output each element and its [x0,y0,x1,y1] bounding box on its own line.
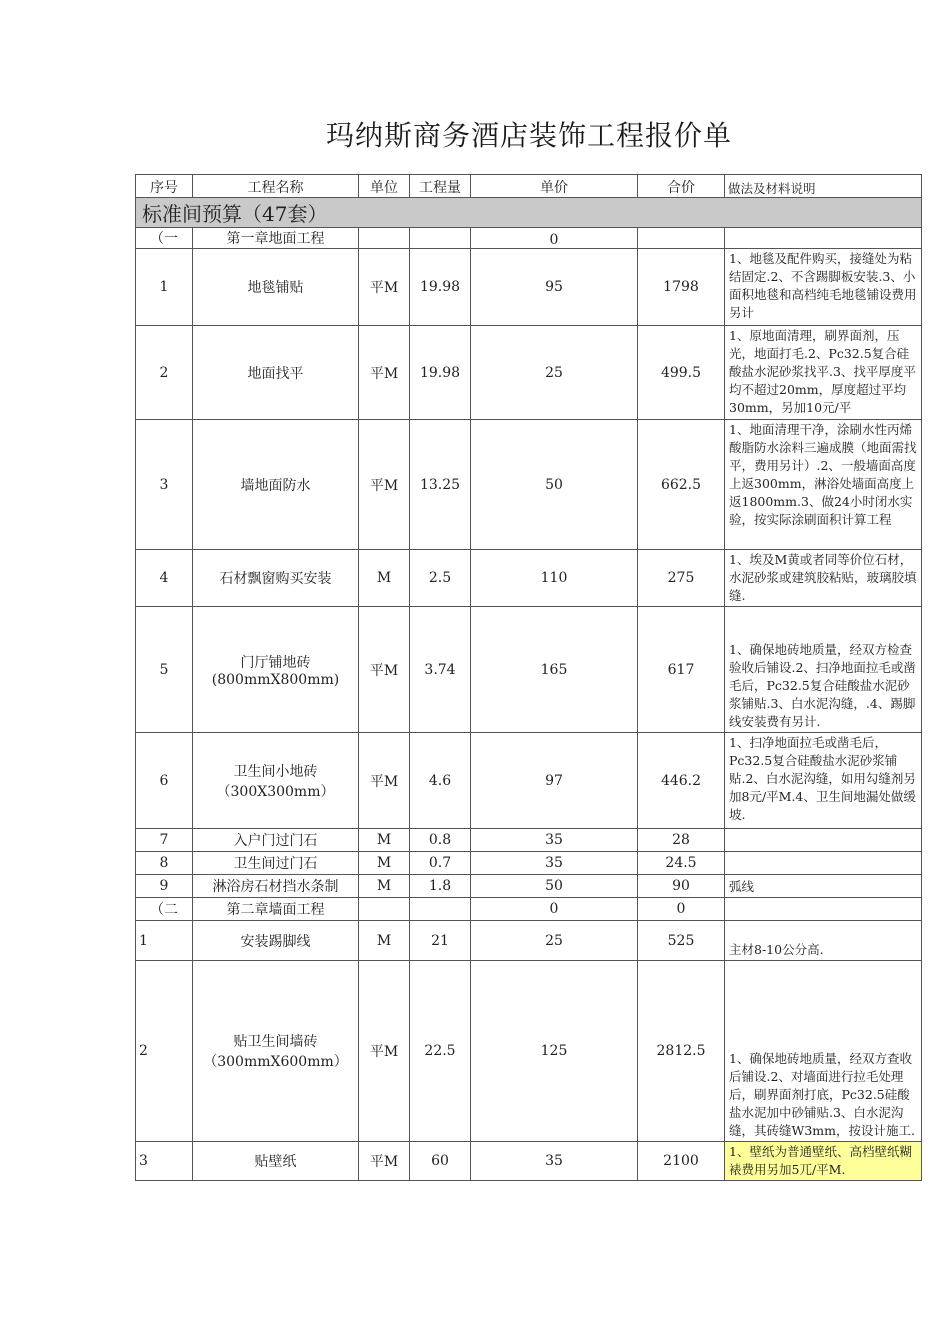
row-note: 1、确保地砖地质量，经双方检查验收后铺设.2、扫净地面拉毛或凿毛后，Pc32.5复合硅酸盐水泥砂浆铺贴.3、白水泥沟缝，.4、踢脚线安装费有另计. [725,607,922,733]
header-note: 做法及材料说明 [725,175,922,198]
row-unit: M [359,921,410,961]
row-price: 25 [471,326,638,420]
row-unit: M [359,852,410,875]
row-qty: 60 [410,1142,471,1181]
row-unit: 平M [359,961,410,1142]
row-qty: 13.25 [410,420,471,550]
row-name: 墙地面防水 [193,420,359,550]
row-no: 2 [136,326,193,420]
chapter-total [638,228,725,249]
row-no: 1 [136,249,193,326]
row-qty: 19.98 [410,249,471,326]
row-name: 入户门过门石 [193,829,359,852]
row-note: 1、扫净地面拉毛或凿毛后，Pc32.5复合硅酸盐水泥砂浆铺贴.2、白水泥沟缝，如用勾缝剂另加8元/平M.4、卫生间地漏处做缓坡. [725,733,922,829]
header-no: 序号 [136,175,193,198]
row-name-size: （300X300mm） [216,783,335,800]
row-price: 97 [471,733,638,829]
row-name [193,607,359,733]
row-price: 25 [471,921,638,961]
row-total: 525 [638,921,725,961]
row-qty: 1.8 [410,875,471,898]
row-price: 110 [471,550,638,607]
row-unit: 平M [359,733,410,829]
row-name [193,733,359,829]
row-total: 275 [638,550,725,607]
chapter-price: 0 [471,228,638,249]
row-price: 125 [471,961,638,1142]
table-row [136,921,922,961]
row-note: 弧线 [725,875,922,898]
row-no: 9 [136,875,193,898]
row-qty: 2.5 [410,550,471,607]
row-total: 24.5 [638,852,725,875]
row-qty: 19.98 [410,326,471,420]
table-row [136,607,922,733]
row-no: 3 [136,420,193,550]
row-no: 4 [136,550,193,607]
row-unit: M [359,829,410,852]
header-row [136,175,922,198]
row-name: 石材飘窗购买安装 [193,550,359,607]
row-qty: 0.8 [410,829,471,852]
row-note: 1、确保地砖地质量，经双方查收后铺设.2、对墙面进行拉毛处理后，刷界面剂打底，Pc32.5硅酸盐水泥加中砂铺贴.3、白水泥沟缝，其砖缝W3mm，按设计施工. [725,961,922,1142]
row-name: 地毯铺贴 [193,249,359,326]
table-row [136,733,922,829]
row-total: 2100 [638,1142,725,1181]
row-qty: 3.74 [410,607,471,733]
chapter-name: 第一章地面工程 [193,228,359,249]
row-price: 50 [471,875,638,898]
row-note: 主材8-10公分高. [725,921,922,961]
table-row [136,326,922,420]
row-name-main: 贴卫生间墙砖 [233,1034,318,1050]
row-total: 446.2 [638,733,725,829]
row-price: 95 [471,249,638,326]
section-band: 标准间预算（47套） [136,198,922,228]
chapter-row [136,228,922,249]
chapter-name: 第二章墙面工程 [193,898,359,921]
row-note: 1、地毯及配件购买，接缝处为粘结固定.2、不含踢脚板安装.3、小面积地毯和高档纯毛地毯铺设费用另计 [725,249,922,326]
row-name-size: (800mmX800mm) [211,671,340,688]
row-qty: 4.6 [410,733,471,829]
row-note [725,829,922,852]
row-note: 1、地面清理干净，涂刷水性丙烯酸脂防水涂料三遍成膜（地面需找平，费用另计）.2、一般墙面高度上返300mm，淋浴处墙面高度上返1800mm.3、做24小时闭水实验，按实际涂刷面积计算工程 [725,420,922,550]
header-total: 合价 [638,175,725,198]
row-qty: 0.7 [410,852,471,875]
row-price: 165 [471,607,638,733]
row-no: 3 [136,1142,193,1181]
row-name: 地面找平 [193,326,359,420]
table-row [136,550,922,607]
row-note-highlighted: 1、壁纸为普通壁纸、高档壁纸糊裱费用另加5兀/平M. [725,1142,922,1181]
row-no: 8 [136,852,193,875]
row-total: 90 [638,875,725,898]
row-name [193,961,359,1142]
row-total: 1798 [638,249,725,326]
row-note: 1、原地面清理，刷界面剂，压光，地面打毛.2、Pc32.5复合硅酸盐水泥砂浆找平.3、找平厚度平均不超过20mm，厚度超过平均30mm，另加10元/平 [725,326,922,420]
chapter-no: （二 [136,898,193,921]
table-row [136,875,922,898]
row-name: 淋浴房石材挡水条制 [193,875,359,898]
table-row [136,961,922,1142]
row-no: 6 [136,733,193,829]
row-qty: 21 [410,921,471,961]
row-unit: M [359,875,410,898]
row-total: 617 [638,607,725,733]
row-qty: 22.5 [410,961,471,1142]
row-no: 2 [136,961,193,1142]
quotation-table [135,174,922,1181]
header-price: 单价 [471,175,638,198]
document-title: 玛纳斯商务酒店装饰工程报价单 [325,119,732,152]
row-price: 35 [471,829,638,852]
row-total: 662.5 [638,420,725,550]
row-unit: 平M [359,326,410,420]
row-unit: 平M [359,249,410,326]
row-name: 安装踢脚线 [193,921,359,961]
table-row [136,420,922,550]
row-price: 35 [471,852,638,875]
row-name: 卫生间过门石 [193,852,359,875]
row-no: 1 [136,921,193,961]
table-row [136,1142,922,1181]
header-unit: 单位 [359,175,410,198]
row-total: 2812.5 [638,961,725,1142]
row-unit: 平M [359,1142,410,1181]
row-name-main: 卫生间小地砖 [233,763,318,780]
table-row [136,249,922,326]
row-note: 1、埃及M黄或者同等价位石材，水泥砂浆或建筑胶粘贴，玻璃胶填缝. [725,550,922,607]
row-name-size: （300mmX600mm） [203,1054,348,1070]
row-unit: M [359,550,410,607]
row-name: 贴壁纸 [193,1142,359,1181]
row-no: 5 [136,607,193,733]
chapter-no: （一 [136,228,193,249]
row-total: 28 [638,829,725,852]
row-unit: 平M [359,607,410,733]
row-name-main: 门厅铺地砖 [240,654,311,671]
row-note [725,852,922,875]
row-no: 7 [136,829,193,852]
header-qty: 工程量 [410,175,471,198]
section-band-row [136,198,922,228]
chapter-price: 0 [471,898,638,921]
row-price: 35 [471,1142,638,1181]
table-row [136,852,922,875]
chapter-total: 0 [638,898,725,921]
row-unit: 平M [359,420,410,550]
table-row [136,829,922,852]
chapter-row [136,898,922,921]
row-total: 499.5 [638,326,725,420]
row-price: 50 [471,420,638,550]
header-name: 工程名称 [193,175,359,198]
